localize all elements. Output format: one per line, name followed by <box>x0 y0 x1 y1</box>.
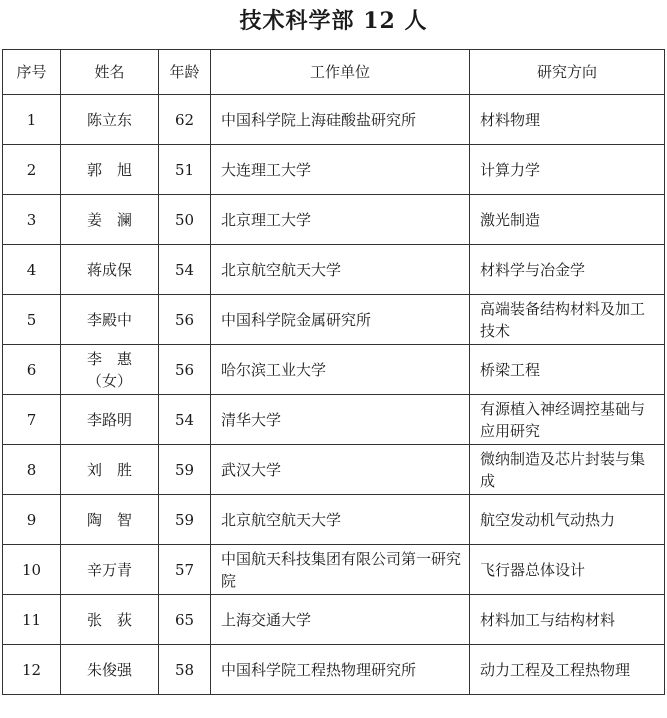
cell-age: 62 <box>159 95 211 145</box>
cell-org: 中国科学院金属研究所 <box>211 295 470 345</box>
cell-name: 朱俊强 <box>61 645 159 695</box>
cell-age: 65 <box>159 595 211 645</box>
cell-name: 李殿中 <box>61 295 159 345</box>
cell-name: 刘 胜 <box>61 445 159 495</box>
table-row <box>3 95 665 145</box>
cell-name: 张 荻 <box>61 595 159 645</box>
cell-name: 李路明 <box>61 395 159 445</box>
column-header-age: 年龄 <box>159 50 211 95</box>
cell-name: 蒋成保 <box>61 245 159 295</box>
cell-age: 51 <box>159 145 211 195</box>
table-row <box>3 245 665 295</box>
column-header-name: 姓名 <box>61 50 159 95</box>
column-header-field: 研究方向 <box>470 50 665 95</box>
cell-age: 59 <box>159 495 211 545</box>
table-row <box>3 345 665 395</box>
cell-no: 7 <box>3 395 61 445</box>
cell-no: 9 <box>3 495 61 545</box>
cell-field: 飞行器总体设计 <box>470 545 665 595</box>
cell-no: 12 <box>3 645 61 695</box>
cell-name: 陈立东 <box>61 95 159 145</box>
cell-org: 中国科学院工程热物理研究所 <box>211 645 470 695</box>
cell-age: 58 <box>159 645 211 695</box>
cell-field: 微纳制造及芯片封装与集成 <box>470 445 665 495</box>
cell-org: 大连理工大学 <box>211 145 470 195</box>
cell-name: 郭 旭 <box>61 145 159 195</box>
cell-field: 桥梁工程 <box>470 345 665 395</box>
cell-no: 8 <box>3 445 61 495</box>
column-header-org: 工作单位 <box>211 50 470 95</box>
table-row <box>3 295 665 345</box>
cell-org: 上海交通大学 <box>211 595 470 645</box>
cell-age: 56 <box>159 295 211 345</box>
cell-no: 4 <box>3 245 61 295</box>
table-row <box>3 145 665 195</box>
cell-no: 1 <box>3 95 61 145</box>
cell-field: 材料物理 <box>470 95 665 145</box>
table-row <box>3 645 665 695</box>
cell-org: 武汉大学 <box>211 445 470 495</box>
cell-org: 哈尔滨工业大学 <box>211 345 470 395</box>
cell-field: 激光制造 <box>470 195 665 245</box>
cell-field: 材料加工与结构材料 <box>470 595 665 645</box>
cell-name: 陶 智 <box>61 495 159 545</box>
cell-field: 动力工程及工程热物理 <box>470 645 665 695</box>
cell-age: 56 <box>159 345 211 395</box>
table-header-row <box>3 50 665 95</box>
cell-org: 中国航天科技集团有限公司第一研究院 <box>211 545 470 595</box>
cell-age: 59 <box>159 445 211 495</box>
cell-name-note: （女） <box>86 371 132 390</box>
cell-name: 姜 澜 <box>61 195 159 245</box>
cell-org: 北京航空航天大学 <box>211 495 470 545</box>
members-table <box>2 49 665 695</box>
cell-field: 有源植入神经调控基础与应用研究 <box>470 395 665 445</box>
cell-org: 北京理工大学 <box>211 195 470 245</box>
table-row <box>3 395 665 445</box>
page-title: 技术科学部 12 人 <box>239 8 428 34</box>
cell-name-main: 李 惠 <box>86 349 132 368</box>
cell-no: 6 <box>3 345 61 395</box>
cell-name <box>61 345 159 395</box>
cell-age: 50 <box>159 195 211 245</box>
table-row <box>3 445 665 495</box>
table-row <box>3 595 665 645</box>
cell-no: 5 <box>3 295 61 345</box>
cell-org: 中国科学院上海硅酸盐研究所 <box>211 95 470 145</box>
table-row <box>3 495 665 545</box>
cell-org: 北京航空航天大学 <box>211 245 470 295</box>
cell-age: 57 <box>159 545 211 595</box>
cell-no: 2 <box>3 145 61 195</box>
cell-age: 54 <box>159 395 211 445</box>
cell-no: 3 <box>3 195 61 245</box>
cell-age: 54 <box>159 245 211 295</box>
cell-field: 计算力学 <box>470 145 665 195</box>
cell-field: 航空发动机气动热力 <box>470 495 665 545</box>
table-row <box>3 195 665 245</box>
cell-org: 清华大学 <box>211 395 470 445</box>
cell-field: 高端装备结构材料及加工技术 <box>470 295 665 345</box>
cell-no: 11 <box>3 595 61 645</box>
cell-no: 10 <box>3 545 61 595</box>
cell-field: 材料学与冶金学 <box>470 245 665 295</box>
cell-name: 辛万青 <box>61 545 159 595</box>
table-row <box>3 545 665 595</box>
column-header-no: 序号 <box>3 50 61 95</box>
